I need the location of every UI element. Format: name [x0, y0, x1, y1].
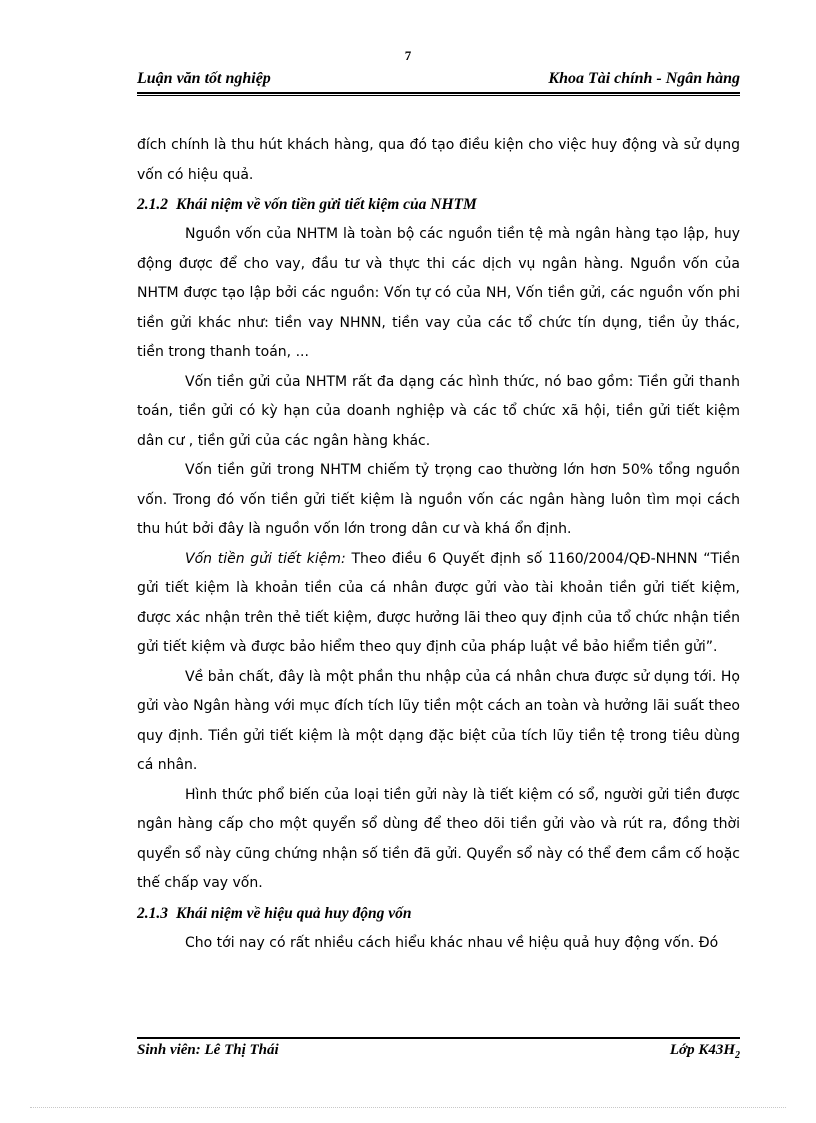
page-footer	[137, 1042, 740, 1062]
section-title: Khái niệm về vốn tiền gửi tiết kiệm của NHTM	[176, 196, 477, 213]
footer-student-name: Sinh viên: Lê Thị Thái	[137, 1042, 279, 1058]
header-thesis-title: Luận văn tốt nghiệp	[137, 70, 271, 87]
paragraph-definition	[137, 545, 740, 663]
paragraph: Hình thức phổ biến của loại tiền gửi này là tiết kiệm có sổ, người gửi tiền được ngân hàng cấp cho một quyển sổ dùng để theo dõi tiền gửi vào và rút ra, đồng thời quyển sổ này cũng chứng nhận số tiền đã gửi. Quyển sổ này có thể đem cầm cố hoặc thế chấp vay vốn.	[137, 786, 740, 891]
page-number: 7	[404, 48, 412, 63]
paragraph: Về bản chất, đây là một phần thu nhập của cá nhân chưa được sử dụng tới. Họ gửi vào Ngân hàng với mục đích tích lũy tiền một cách an toàn và hưởng lãi suất theo quy định. Tiền gửi tiết kiệm là một dạng đặc biệt của tích lũy tiền tệ trong tiêu dùng cá nhân.	[137, 668, 740, 773]
section-number: 2.1.3	[137, 904, 168, 922]
definition-term: Vốn tiền gửi tiết kiệm:	[185, 550, 346, 567]
section-heading-2-1-2	[137, 190, 740, 220]
footer-class-subscript: 2	[735, 1050, 740, 1061]
footer-rule	[137, 1037, 740, 1039]
paragraph: Vốn tiền gửi trong NHTM chiếm tỷ trọng cao thường lớn hơn 50% tổng nguồn vốn. Trong đó vốn tiền gửi tiết kiệm là nguồn vốn các ngân hàng luôn tìm mọi cách thu hút bởi đây là nguồn vốn lớn trong dân cư và khá ổn định.	[137, 462, 740, 537]
definition-text: Theo điều 6 Quyết định số 1160/2004/QĐ-NHNN “Tiền gửi tiết kiệm là khoản tiền của cá nhân được gửi vào tài khoản tiền gửi tiết kiệm, được xác nhận trên thẻ tiết kiệm, được hưởng lãi theo quy định của tổ chức nhận tiền gửi tiết kiệm và được bảo hiểm theo quy định của pháp luật về bảo hiểm tiền gửi”.	[137, 550, 741, 655]
page-bottom-divider	[30, 1107, 786, 1108]
header-rule-thick	[137, 92, 740, 94]
section-number: 2.1.2	[137, 196, 168, 213]
header-rule-thin	[137, 95, 740, 96]
paragraph: Vốn tiền gửi của NHTM rất đa dạng các hình thức, nó bao gồm: Tiền gửi thanh toán, tiền gửi có kỳ hạn của doanh nghiệp và các tổ chức xã hội, tiền gửi tiết kiệm dân cư , tiền gửi của các ngân hàng khác.	[137, 373, 740, 449]
header-department: Khoa Tài chính - Ngân hàng	[548, 70, 740, 87]
paragraph-continuation: đích chính là thu hút khách hàng, qua đó tạo điều kiện cho việc huy động và sử dụng vốn có hiệu quả.	[137, 137, 740, 183]
footer-class-label: Lớp K43H	[669, 1042, 735, 1058]
section-heading-2-1-3	[137, 899, 740, 929]
main-content	[137, 131, 740, 958]
paragraph: Cho tới nay có rất nhiều cách hiểu khác nhau về hiệu quả huy động vốn. Đó	[185, 934, 719, 951]
footer-class	[670, 1042, 740, 1061]
section-title: Khái niệm về hiệu quả huy động vốn	[176, 904, 412, 922]
paragraph: Nguồn vốn của NHTM là toàn bộ các nguồn tiền tệ mà ngân hàng tạo lập, huy động được để cho vay, đầu tư và thực thi các dịch vụ ngân hàng. Nguồn vốn của NHTM được tạo lập bởi các nguồn: Vốn tự có của NH, Vốn tiền gửi, các nguồn vốn phi tiền gửi khác như: tiền vay NHNN, tiền vay của các tổ chức tín dụng, tiền ủy thác, tiền trong thanh toán, ...	[137, 226, 740, 360]
page-header	[137, 70, 740, 90]
